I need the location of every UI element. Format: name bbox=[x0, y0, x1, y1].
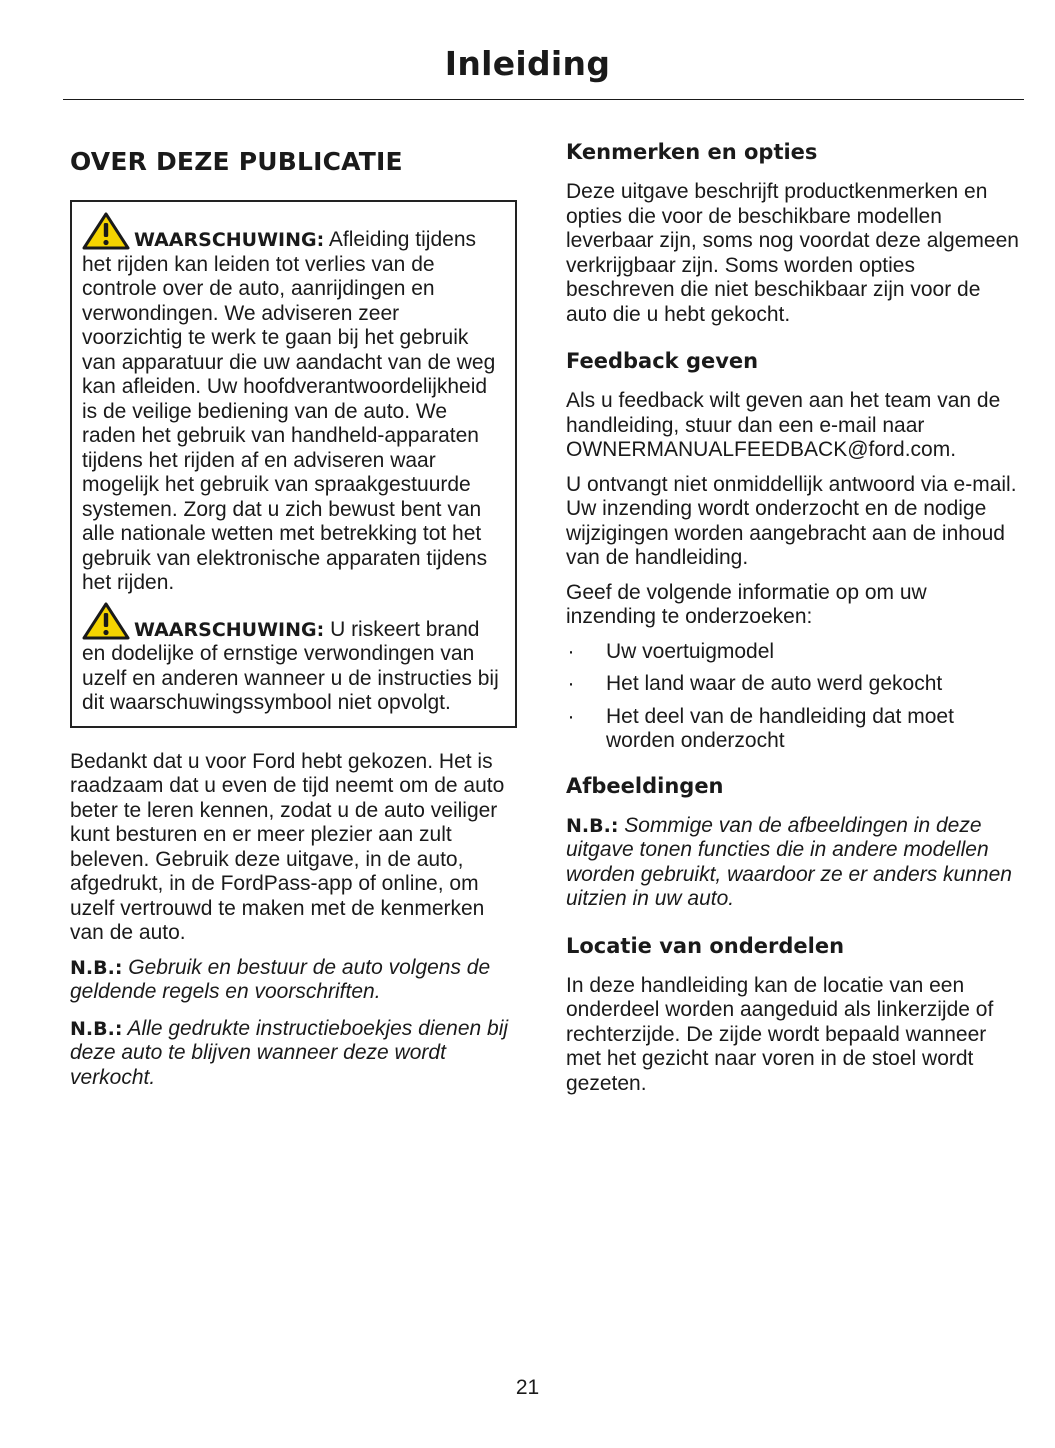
feedback-paragraph-1: Als u feedback wilt geven aan het team van de handleiding, stuur dan een e-mail naar OWNERMANUALFEEDBACK@ford.com. bbox=[566, 389, 1001, 461]
warning-2 bbox=[82, 602, 505, 716]
right-column bbox=[566, 140, 1021, 1106]
images-note bbox=[566, 814, 1021, 912]
features-heading: Kenmerken en opties bbox=[566, 140, 818, 164]
warning-label: WAARSCHUWING: bbox=[134, 618, 325, 641]
warning-box bbox=[70, 200, 517, 728]
features-paragraph: Deze uitgave beschrijft productkenmerken en opties die voor de beschikbare modellen leverbaar zijn, soms nog voordat deze algemeen verkrijgbaar zijn. Soms worden opties beschreven die niet beschikbaar zijn voor de auto die u hebt gekocht. bbox=[566, 180, 1019, 326]
note-label: N.B.: bbox=[70, 1017, 123, 1040]
note-text: Gebruik en bestuur de auto volgens de geldende regels en voorschriften. bbox=[70, 955, 491, 1003]
header-divider bbox=[63, 99, 1024, 100]
list-item: · Het land waar de auto werd gekocht bbox=[567, 672, 943, 695]
warning-text: Afleiding tijdens het rijden kan leiden tot verlies van de controle over de auto, aanrijdingen en verwondingen. We adviseren zeer voorzichtig te werk te gaan bij het gebruik van apparatuur die uw aandacht van de weg kan afleiden. Uw hoofdverantwoordelijkheid is de veilige bediening van de auto. We raden het gebruik van handheld-apparaten tijdens het rijden af en adviseren waar mogelijk het gebruik van spraakgestuurde systemen. Zorg dat u zich bewust bent van alle nationale wetten met betrekking tot het gebruik van elektronische apparaten tijdens het rijden. bbox=[82, 228, 496, 594]
warning-label: WAARSCHUWING: bbox=[134, 229, 325, 251]
note-2 bbox=[70, 1017, 522, 1091]
list-item: · Het deel van de handleiding dat moet worden onderzocht bbox=[567, 704, 954, 752]
intro-paragraph: Bedankt dat u voor Ford hebt gekozen. Het is raadzaam dat u even de tijd neemt om de auto beter te leren kennen, zodat u de auto veiliger kunt besturen en er meer plezier aan zult beleven. Gebruik deze uitgave, in de auto, afgedrukt, in de FordPass-app of online, om uzelf vertrouwd te maken met de kenmerken van de auto. bbox=[70, 749, 505, 944]
images-heading: Afbeeldingen bbox=[566, 773, 724, 798]
page-title: Inleiding bbox=[444, 44, 611, 83]
warning-triangle-icon bbox=[82, 212, 130, 250]
note-1 bbox=[70, 956, 522, 1005]
feedback-paragraph-2: U ontvangt niet onmiddellijk antwoord via e-mail. Uw inzending wordt onderzocht en de nodige wijzigingen worden aangebracht aan de inhoud van de handleiding. bbox=[566, 472, 1017, 569]
feedback-paragraph-3: Geef de volgende informatie op om uw inzending te onderzoeken: bbox=[566, 580, 927, 628]
feedback-heading: Feedback geven bbox=[566, 349, 759, 373]
parts-paragraph: In deze handleiding kan de locatie van een onderdeel worden aangeduid als linkerzijde of rechterzijde. De zijde wordt bepaald wanneer met het gezicht naar voren in de stoel wordt gezeten. bbox=[566, 973, 994, 1095]
left-column bbox=[70, 140, 522, 1102]
bullet-icon: · bbox=[567, 704, 575, 728]
list-item: · Uw voertuigmodel bbox=[567, 639, 775, 663]
note-text: Alle gedrukte instructieboekjes dienen bij deze auto te blijven wanneer deze wordt verkocht. bbox=[70, 1016, 509, 1089]
section-title: OVER DEZE PUBLICATIE bbox=[70, 147, 403, 176]
note-text: Sommige van de afbeeldingen in deze uitgave tonen functies die in andere modellen worden gebruikt, waardoor ze er anders kunnen uitzien in uw auto. bbox=[566, 813, 1012, 910]
parts-heading: Locatie van onderdelen bbox=[566, 933, 845, 958]
note-label: N.B.: bbox=[70, 956, 123, 979]
warning-1 bbox=[82, 212, 505, 596]
warning-triangle-icon bbox=[82, 602, 130, 640]
feedback-list bbox=[566, 640, 1021, 754]
warning-text: U riskeert brand en dodelijke of ernstige verwondingen van uzelf en anderen wanneer u de instructies bij dit waarschuwingssymbool niet opvolgt. bbox=[82, 617, 499, 714]
note-label: N.B.: bbox=[566, 814, 619, 837]
page-number: 21 bbox=[515, 1376, 540, 1399]
bullet-icon: · bbox=[567, 672, 575, 695]
bullet-icon: · bbox=[567, 639, 575, 663]
